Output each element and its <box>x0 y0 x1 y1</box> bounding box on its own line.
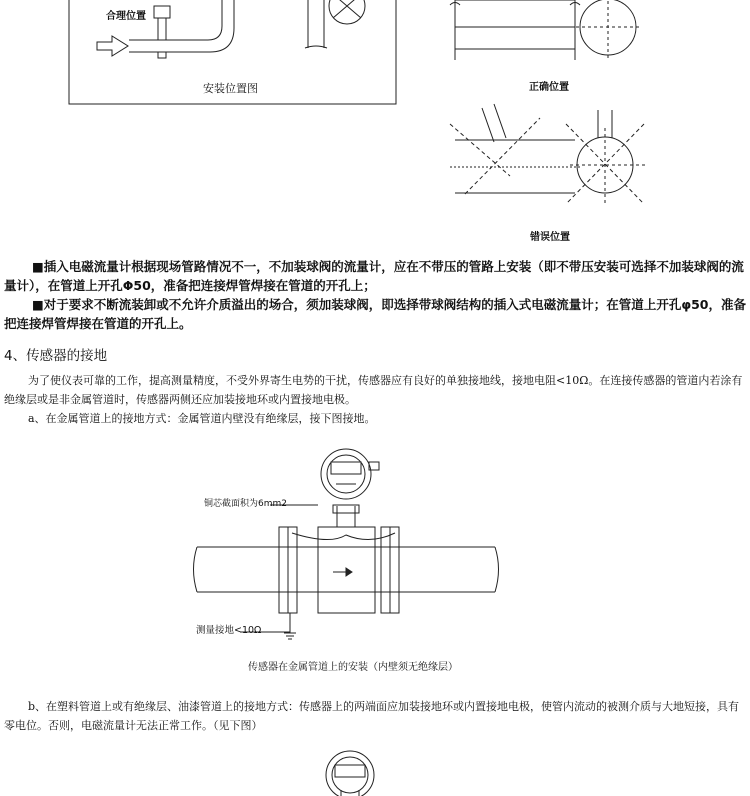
install-diagram-caption: 安装位置图 <box>203 82 258 95</box>
ground-figure-caption: 传感器在金属管道上的安装（内壁须无绝缘层） <box>248 662 458 673</box>
section-title: 4、传感器的接地 <box>4 348 108 364</box>
note-with-valve: ■对于要求不断流装卸或不允许介质溢出的场合，须加装球阀，即选择带球阀结构的插入式电磁流量计；在管道上开孔φ50，准备把连接焊管焊接在管道的开孔上。 <box>4 297 746 331</box>
proper-position-label: 合理位置 <box>106 11 146 22</box>
section-intro: 为了使仪表可靠的工作，提高测量精度，不受外界寄生电势的干扰，传感器应有良好的单独接地线，接地电阻<10Ω。在连接传感器的管道内若涂有绝缘层或是非金属管道时，传感器两侧还应加装接地环或内置接地电极。 <box>4 374 743 406</box>
note-no-valve: ■插入电磁流量计根据现场管路情况不一，不加装球阀的流量计，应在不带压的管路上安装（即不带压安装可选择不加装球阀的流量计），在管道上开孔Φ50，准备把连接焊管焊接在管道的开孔上； <box>4 259 744 293</box>
copper-area-label: 铜芯截面积为6mm2 <box>204 499 287 509</box>
item-b-text: b、在塑料管道上或有绝缘层、油漆管道上的接地方式：传感器上的两端面应加装接地环或内置接地电极，使管内流动的被测介质与大地短接，具有零电位。否则，电磁流量计无法正常工作。（见下图） <box>4 700 740 732</box>
correct-position-label: 正确位置 <box>529 82 569 93</box>
wrong-position-label: 错误位置 <box>530 232 570 243</box>
ground-resistance-label: 测量接地<10Ω <box>196 625 262 636</box>
item-a-text: a、在金属管道上的接地方式：金属管道内壁没有绝缘层，接下图接地。 <box>28 412 376 425</box>
